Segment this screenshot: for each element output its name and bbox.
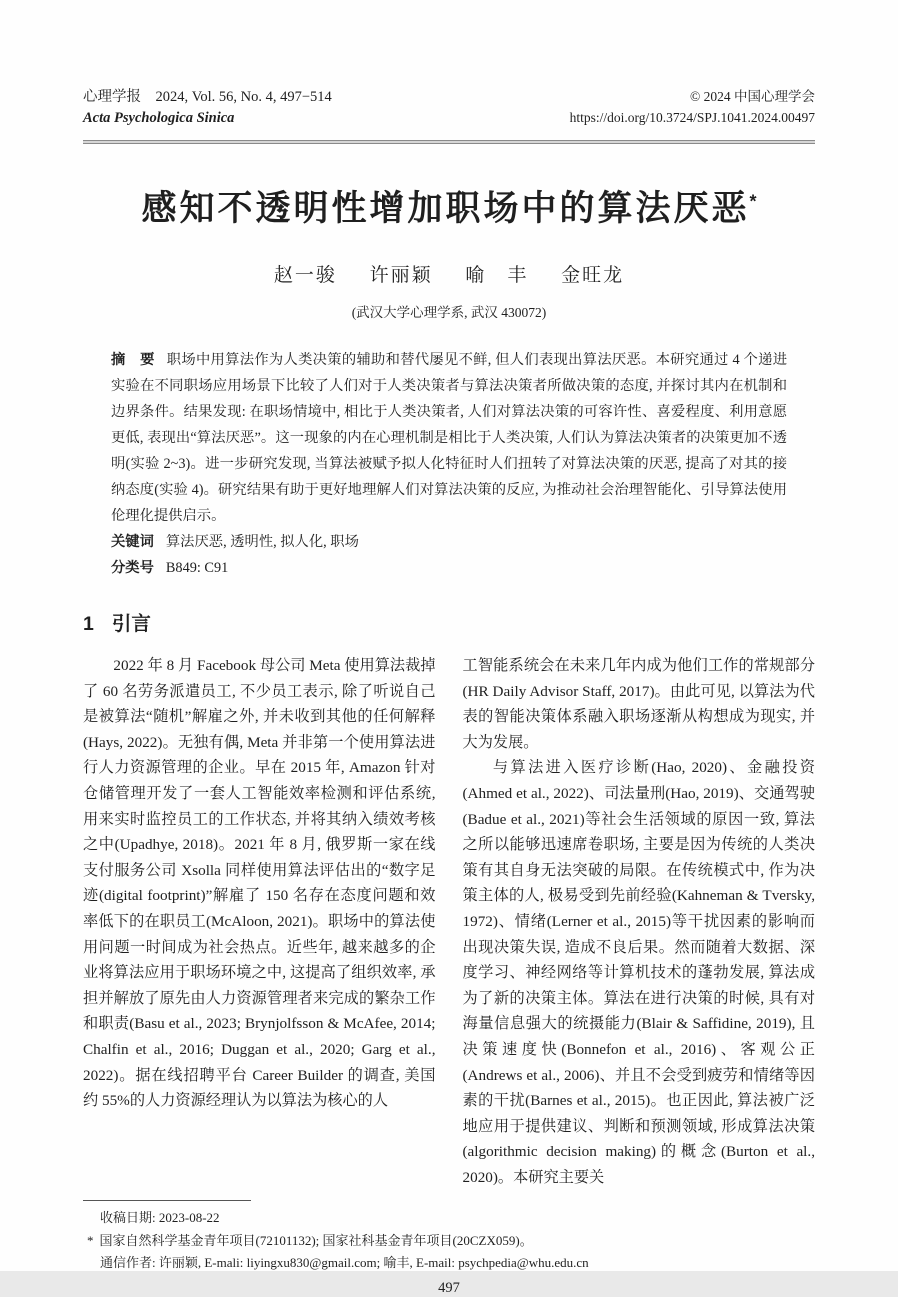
keywords-label: 关键词 <box>111 534 154 550</box>
author-name: 金旺龙 <box>561 265 625 286</box>
footnote-correspondence: 通信作者: 许丽颖, E-mali: liyingxu830@gmail.com; 喻丰, E-mail: psychpedia@whu.edu.cn <box>100 1255 589 1271</box>
section-title: 引言 <box>111 613 151 635</box>
body-column-right <box>463 653 816 1190</box>
copyright-line: © 2024 中国心理学会 <box>689 89 815 104</box>
classification-value: B849: C91 <box>165 560 229 576</box>
classification-line <box>111 555 787 581</box>
journal-header-right <box>570 86 815 128</box>
body-paragraph: 2022 年 8 月 Facebook 母公司 Meta 使用算法裁掉了 60 名劳务派遣员工, 不少员工表示, 除了听说自己是被算法“随机”解雇之外, 并未收到其他的任何解释(Hays, 2022)。无独有偶, Meta 并非第一个使用算法进行人力资源管理的企业。早在 2015 年, Amazon 针对仓储管理开发了一套人工智能效率检测和评估系统, 用来实时监控员工的工作状态, 并将其纳入绩效考核之中(Upadhye, 2018)。2021 年 8 月, 俄罗斯一家在线支付服务公司 Xsolla 同样使用算法评估出的“数字足迹(digital footprint)”解雇了 150 名存在态度问题和效率低下的在职员工(McAloon, 2021)。职场中的算法使用问题一时间成为社会热点。近些年, 越来越多的企业将算法应用于职场环境之中, 这提高了组织效率, 承担并解放了原先由人力资源管理者来完成的繁杂工作和职责(Basu et al., 2023; Brynjolfsson & McAfee, 2014; Chalfin et al., 2016; Duggan et al., 2020; Garg et al., 2022)。据在线招聘平台 Career Builder 的调查, 美国约 55%的人力资源经理认为以算法为核心的人 <box>83 657 436 1110</box>
body-columns <box>83 653 815 1190</box>
abstract-block <box>111 347 787 529</box>
body-paragraph: 工智能系统会在未来几年内成为他们工作的常规部分(HR Daily Advisor Staff, 2017)。由此可见, 以算法为代表的智能决策体系融入职场逐渐从构想成为现实, 并大为发展。 <box>462 657 815 751</box>
body-column-left <box>83 653 436 1190</box>
doi-line: https://doi.org/10.3724/SPJ.1041.2024.00497 <box>569 110 815 125</box>
journal-issue-line: 心理学报 2024, Vol. 56, No. 4, 497−514 <box>83 89 332 105</box>
keywords-line <box>111 529 787 555</box>
footnote-funding-text: 国家自然科学基金青年项目(72101132); 国家社科基金青年项目(20CZX059)。 <box>99 1232 533 1248</box>
paper-title <box>83 188 815 230</box>
title-footnote-mark: * <box>749 191 757 212</box>
abstract-label: 摘 要 <box>111 352 155 368</box>
page-number: 497 <box>438 1279 460 1296</box>
section-heading <box>83 611 815 637</box>
classification-label: 分类号 <box>111 560 154 576</box>
paper-title-text: 感知不透明性增加职场中的算法厌恶 <box>141 189 750 228</box>
header-divider <box>83 140 815 144</box>
footnotes <box>83 1207 815 1275</box>
body-paragraph: 与算法进入医疗诊断(Hao, 2020)、金融投资(Ahmed et al., 2022)、司法量刑(Hao, 2019)、交通驾驶(Badue et al., 2021)等社会生活领域的原因一致, 算法之所以能够迅速席卷职场, 主要是因为传统的人类决策有其自身无法突破的局限。在传统模式中, 作为决策主体的人, 极易受到先前经验(Kahneman & Tversky, 1972)、情绪(Lerner et al., 2015)等干扰因素的影响而出现决策失误, 造成不良后果。然而随着大数据、深度学习、神经网络等计算机技术的蓬勃发展, 算法成为了新的决策主体。算法在进行决策的时候, 具有对海量信息强大的统摄能力(Blair & Saffidine, 2019), 且决策速度快(Bonnefon et al., 2016)、客观公正(Andrews et al., 2006)、并且不会受到疲劳和情绪等因素的干扰(Barnes et al., 2015)。也正因此, 算法被广泛地应用于提供建议、判断和预测领域, 形成算法决策(algorithmic decision making)的概念(Burton et al., 2020)。本研究主要关 <box>462 759 815 1186</box>
author-name: 喻 丰 <box>465 265 529 286</box>
author-list <box>83 260 815 287</box>
footnote-funding <box>83 1230 815 1253</box>
journal-header-left <box>83 86 332 128</box>
footnote-divider <box>83 1200 251 1201</box>
footnote-received-date: 收稿日期: 2023-08-22 <box>100 1210 220 1226</box>
footnote-asterisk-mark: * <box>87 1232 94 1248</box>
affiliation: (武汉大学心理学系, 武汉 430072) <box>351 305 547 320</box>
section-number: 1 <box>83 613 94 635</box>
author-name: 许丽颖 <box>369 265 433 286</box>
journal-name-english: Acta Psychologica Sinica <box>83 110 235 126</box>
author-name: 赵一骏 <box>273 265 337 286</box>
journal-header <box>83 86 815 128</box>
abstract-text: 职场中用算法作为人类决策的辅助和替代屡见不鲜, 但人们表现出算法厌恶。本研究通过 4 个递进实验在不同职场应用场景下比较了人们对于人类决策者与算法决策者所做决策的态度, 并探讨其内在机制和边界条件。结果发现: 在职场情境中, 相比于人类决策者, 人们对算法决策的可容许性、喜爱程度、利用意愿更低, 表现出“算法厌恶”。这一现象的内在心理机制是相比于人类决策, 人们认为算法决策者的决策更加不透明(实验 2~3)。进一步研究发现, 当算法被赋予拟人化特征时人们扭转了对算法决策的厌恶, 提高了对其的接纳态度(实验 4)。研究结果有助于更好地理解人们对算法决策的反应, 为推动社会治理智能化、引导算法使用伦理化提供启示。 <box>111 352 787 524</box>
keywords-text: 算法厌恶, 透明性, 拟人化, 职场 <box>165 534 359 550</box>
